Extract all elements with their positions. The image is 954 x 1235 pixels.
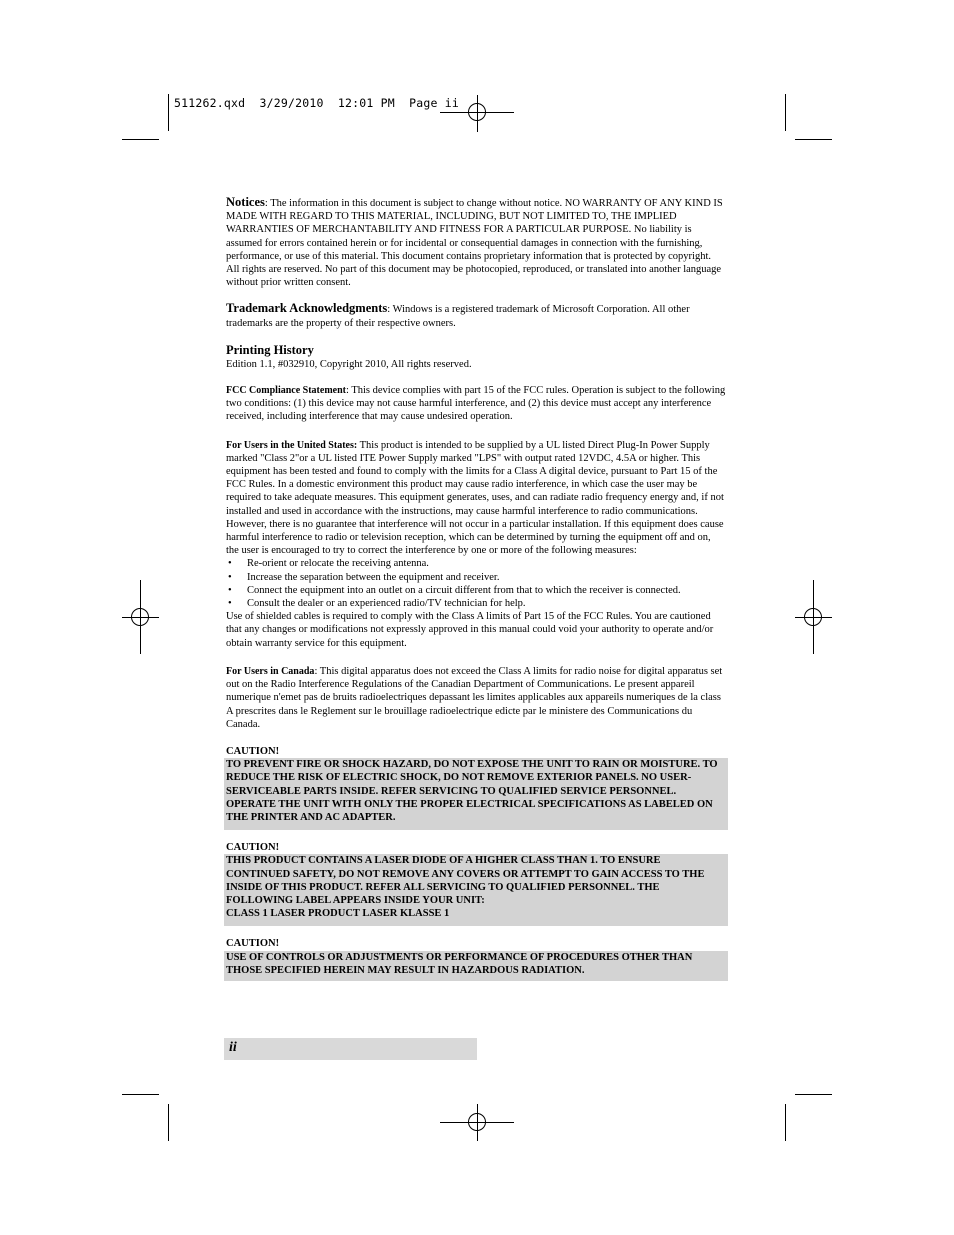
list-item: • Connect the equipment into an outlet on a circuit different from that to which the receiver is connected. <box>226 584 726 597</box>
canada-label: For Users in Canada <box>226 665 315 677</box>
fcc-label: FCC Compliance Statement <box>226 385 346 397</box>
fcc-text: : This device complies with part 15 of the FCC rules. Operation is subject to the following two conditions: (1) this device may not cause harmful interference, and (2) this device must accept any interference received, including interference that may cause undesired operation. <box>226 385 726 423</box>
list-item: • Increase the separation between the equipment and receiver. <box>226 571 726 584</box>
caution-text: CLASS 1 LASER PRODUCT LASER KLASSE 1 <box>226 908 450 920</box>
us-users-section <box>226 439 726 650</box>
page-content <box>226 196 726 992</box>
us-users-text: This product is intended to be supplied by a UL listed Direct Plug-In Power Supply marked "Class 2"or a UL listed ITE Power Supply marked "LPS" with output rated 12VDC, 4.5A or higher. This equipment has been tested and found to comply with the limits for a Class A digital device, pursuant to Part 15 of the FCC Rules. In a domestic environment this product may cause radio interference, in which case the user may be required to take adequate measures. This equipment generates, uses, and can radiate radio frequency energy and, if not installed and used in accordance with the instructions, may cause harmful interference to radio communications. However, there is no guarantee that interference will not occur in a particular installation. If this equipment does cause harmful interference to radio or television reception, which can be determined by turning the equipment off and on, the user is encouraged to try to correct the interference by one or more of the following measures: <box>226 439 724 557</box>
crop-mark <box>168 94 169 131</box>
crop-mark <box>795 139 832 140</box>
us-users-paragraph <box>226 439 726 558</box>
caution-box <box>224 854 728 926</box>
print-slug: 511262.qxd 3/29/2010 12:01 PM Page ii <box>174 96 459 110</box>
caution-text: TO PREVENT FIRE OR SHOCK HAZARD, DO NOT EXPOSE THE UNIT TO RAIN OR MOISTURE. TO REDUCE THE RISK OF ELECTRIC SHOCK, DO NOT REMOVE EXTERIOR PANELS. NO USER-SERVICEABLE PARTS INSIDE. REFER SERVICING TO QUALIFIED SERVICE PERSONNEL. OPERATE THE UNIT WITH ONLY THE PROPER ELECTRICAL SPECIFICATIONS AS LABELED ON THE PRINTER AND AC ADAPTER. <box>226 759 718 823</box>
crop-mark <box>795 1094 832 1095</box>
list-item: • Re-orient or relocate the receiving antenna. <box>226 557 726 570</box>
interference-measures-list <box>226 557 726 610</box>
crop-mark <box>168 1104 169 1141</box>
us-users-label: For Users in the United States: <box>226 439 358 451</box>
canada-paragraph <box>226 665 726 731</box>
shielded-cables-text: Use of shielded cables is required to comply with the Class A limits of Part 15 of the FCC Rules. You are cautioned that any changes or modifications not expressly approved in this manual could void your authority to operate and/or obtain warranty service for this equipment. <box>226 611 714 649</box>
trademark-paragraph <box>226 302 726 329</box>
notices-text: : The information in this document is subject to change without notice. NO WARRANTY OF ANY KIND IS MADE WITH REGARD TO THIS MATERIAL, INCLUDING, BUT NOT LIMITED TO, THE IMPLIED WARRANTIES OF MERCHANTABILITY AND FITNESS FOR A PARTICULAR PURPOSE. No liability is assumed for errors contained herein or for incidental or consequential damages in connection with the furnishing, performance, or use of this material. This document contains proprietary information that is protected by copyright. All rights are reserved. No part of this document may be photocopied, reproduced, or translated into another language without prior written consent. <box>226 198 723 289</box>
trademark-text: : Windows is a registered trademark of Microsoft Corporation. All other trademarks are the property of their respective owners. <box>226 304 690 329</box>
caution-box <box>224 951 728 981</box>
canada-text: : This digital apparatus does not exceed the Class A limits for radio noise for digital apparatus set out on the Radio Interference Regulations of the Canadian Department of Communications. Le present appareil numerique n'emet pas de bruits radioelectriques depassant les limites applicables aux appareils numeriques de la class A prescrites dans le Reglement sur le brouillage radioelectrique edicte par le ministere des Communications du Canada. <box>226 665 723 730</box>
printing-history-heading: Printing History <box>226 342 314 357</box>
caution-label: CAUTION! <box>226 938 280 950</box>
registration-mark-icon <box>131 608 149 626</box>
registration-mark-icon <box>804 608 822 626</box>
crop-mark <box>785 94 786 131</box>
caution-text: THIS PRODUCT CONTAINS A LASER DIODE OF A HIGHER CLASS THAN 1. TO ENSURE CONTINUED SAFETY, DO NOT REMOVE ANY COVERS OR ATTEMPT TO GAIN ACCESS TO THE INSIDE OF THIS PRODUCT. REFER ALL SERVICING TO QUALIFIED PERSONNEL. THE FOLLOWING LABEL APPEARS INSIDE YOUR UNIT: <box>226 855 705 906</box>
page-number-bar <box>224 1038 477 1060</box>
notices-paragraph <box>226 196 726 289</box>
registration-mark-icon <box>468 103 486 121</box>
fcc-paragraph <box>226 384 726 424</box>
list-item: • Consult the dealer or an experienced radio/TV technician for help. <box>226 597 726 610</box>
page-number: ii <box>229 1040 237 1055</box>
trademark-label: Trademark Acknowledgments <box>226 301 388 316</box>
crop-mark <box>122 139 159 140</box>
crop-mark <box>785 1104 786 1141</box>
notices-label: Notices <box>226 195 265 209</box>
printing-history-text: Edition 1.1, #032910, Copyright 2010, All rights reserved. <box>226 358 472 370</box>
caution-box <box>224 758 728 830</box>
caution-text: USE OF CONTROLS OR ADJUSTMENTS OR PERFORMANCE OF PROCEDURES OTHER THAN THOSE SPECIFIED HEREIN MAY RESULT IN HAZARDOUS RADIATION. <box>226 951 693 976</box>
caution-label: CAUTION! <box>226 842 280 854</box>
crop-mark <box>122 1094 159 1095</box>
registration-mark-icon <box>468 1113 486 1131</box>
caution-label: CAUTION! <box>226 745 280 757</box>
